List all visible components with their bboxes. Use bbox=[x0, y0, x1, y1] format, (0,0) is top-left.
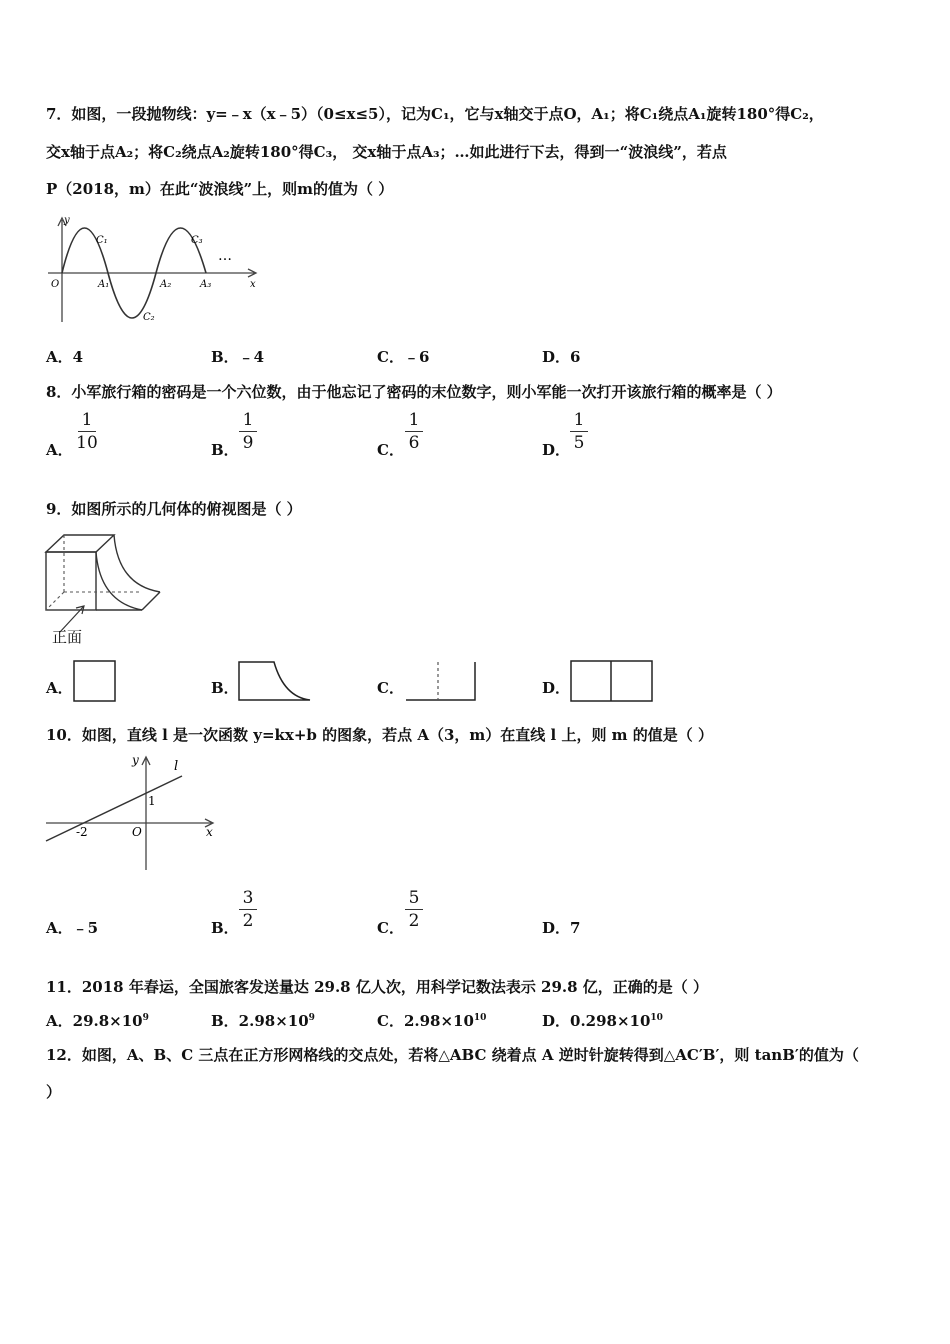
q7-y-label: y bbox=[64, 215, 70, 226]
q11-option-d-exp: 10 bbox=[650, 1013, 663, 1023]
q11-option-b-exp: 9 bbox=[308, 1013, 315, 1023]
q9-top-face bbox=[46, 535, 114, 552]
q10-line-figure bbox=[40, 752, 230, 874]
fraction-bar bbox=[405, 431, 423, 432]
q11-option-b-base: B．2.98×10 bbox=[211, 1012, 309, 1030]
option-a-square bbox=[74, 661, 115, 701]
q7-ellipsis: … bbox=[218, 248, 232, 264]
fraction-bar bbox=[78, 431, 96, 432]
fraction-bar bbox=[405, 909, 423, 910]
q7-line-2: 交x轴于点A₂；将C₂绕点A₂旋转180°得C₃， 交x轴于点A₃；…如此进行下去，得到一“波浪线”，若点 bbox=[46, 143, 727, 161]
q10-option-b-label: B． bbox=[211, 919, 239, 937]
q10-intercept-label: 1 bbox=[148, 794, 156, 808]
q12-line-1: 12．如图，A、B、C 三点在正方形网格线的交点处，若将△ABC 绕着点 A 逆时针旋转得到△AC′B′，则 tanB′的值为（ bbox=[46, 1046, 859, 1064]
q7-option-d: D．6 bbox=[542, 348, 581, 366]
option-b-curved-shape bbox=[239, 662, 310, 700]
q9-hidden-edge bbox=[46, 592, 64, 610]
q11-text: 11．2018 年春运，全国旅客发送量达 29.8 亿人次，用科学记数法表示 29.8 亿，正确的是（ ） bbox=[46, 978, 709, 996]
q8-option-d-fraction bbox=[564, 411, 594, 452]
q11-option-c-exp: 10 bbox=[473, 1013, 487, 1023]
q10-option-c-fraction bbox=[399, 889, 429, 930]
q8-option-a-den: 10 bbox=[76, 433, 98, 453]
q10-y-label: y bbox=[132, 753, 139, 767]
q7-a2-label: A₂ bbox=[160, 279, 172, 290]
option-c-edges bbox=[406, 662, 475, 700]
fraction-bar bbox=[239, 431, 257, 432]
q8-option-c-num: 1 bbox=[408, 410, 420, 430]
q11-option-c-base: C．2.98×10 bbox=[377, 1012, 474, 1030]
q8-option-c-fraction bbox=[399, 411, 429, 452]
q8-option-c-den: 6 bbox=[408, 433, 420, 453]
q11-option-d bbox=[542, 1010, 663, 1031]
q7-option-c: C．﹣6 bbox=[377, 348, 430, 366]
q8-option-c-label: C． bbox=[377, 441, 404, 459]
q11-option-a bbox=[46, 1010, 149, 1031]
q7-line-1: 7．如图，一段抛物线：y=﹣x（x﹣5）（0≤x≤5），记为C₁，它与x轴交于点O，A₁；将C₁绕点A₁旋转180°得C₂， bbox=[46, 105, 824, 123]
q8-text: 8．小军旅行箱的密码是一个六位数，由于他忘记了密码的末位数字，则小军能一次打开该旅行箱的概率是（ ） bbox=[46, 383, 782, 401]
q7-x-label: x bbox=[250, 279, 256, 290]
q7-a1-label: A₁ bbox=[98, 279, 110, 290]
q7-a3-label: A₃ bbox=[200, 279, 212, 290]
q7-c1-label: C₁ bbox=[96, 235, 108, 246]
q10-option-a: A．﹣5 bbox=[46, 919, 99, 937]
q10-origin-label: O bbox=[132, 825, 142, 839]
q9-base-edge bbox=[142, 592, 160, 610]
q8-option-a-fraction bbox=[72, 411, 102, 452]
q9-option-c: C． bbox=[377, 679, 404, 697]
q9-option-a: A． bbox=[46, 679, 73, 697]
q10-text: 10．如图，直线 l 是一次函数 y=kx+b 的图象，若点 A（3，m）在直线 l 上，则 m 的值是（ ） bbox=[46, 726, 713, 744]
q8-option-a-label: A． bbox=[46, 441, 73, 459]
q11-option-c bbox=[377, 1010, 486, 1031]
q10-option-d: D．7 bbox=[542, 919, 581, 937]
q9-option-a-figure bbox=[72, 659, 118, 703]
q8-option-b-num: 1 bbox=[242, 410, 254, 430]
q7-origin-label: O bbox=[51, 279, 60, 290]
q8-option-b-den: 9 bbox=[242, 433, 254, 453]
q9-front-face bbox=[46, 552, 96, 610]
q7-c3-label: C₃ bbox=[191, 235, 203, 246]
q9-option-b-figure bbox=[236, 659, 314, 703]
q8-option-d-num: 1 bbox=[573, 410, 585, 430]
q7-wave-figure bbox=[40, 210, 270, 330]
q8-option-a-num: 1 bbox=[81, 410, 93, 430]
q7-line-3: P（2018，m）在此“波浪线”上，则m的值为（ ） bbox=[46, 180, 394, 198]
q10-option-c-label: C． bbox=[377, 919, 404, 937]
q9-option-b: B． bbox=[211, 679, 239, 697]
q10-option-c-num: 5 bbox=[408, 888, 420, 908]
q10-l-label: l bbox=[174, 759, 179, 774]
q8-option-d-label: D． bbox=[542, 441, 571, 459]
q9-front-label: 正面 bbox=[52, 628, 83, 646]
q10-x-label: x bbox=[206, 825, 213, 839]
q9-back-curve bbox=[114, 535, 160, 592]
q11-option-a-base: A．29.8×10 bbox=[46, 1012, 143, 1030]
q9-option-d-figure bbox=[569, 659, 655, 703]
q10-root-label: -2 bbox=[76, 825, 88, 839]
fraction-bar bbox=[570, 431, 588, 432]
q8-option-b-label: B． bbox=[211, 441, 239, 459]
q8-option-d-den: 5 bbox=[573, 433, 585, 453]
q7-option-b: B．﹣4 bbox=[211, 348, 265, 366]
q12-line-2: ） bbox=[46, 1083, 62, 1101]
q11-option-a-exp: 9 bbox=[142, 1013, 149, 1023]
q7-c2-label: C₂ bbox=[143, 312, 155, 323]
q9-option-d: D． bbox=[542, 679, 571, 697]
q10-option-c-den: 2 bbox=[408, 911, 420, 931]
q10-option-b-fraction bbox=[233, 889, 263, 930]
q10-option-b-num: 3 bbox=[242, 888, 254, 908]
q10-option-b-den: 2 bbox=[242, 911, 254, 931]
q11-option-d-base: D．0.298×10 bbox=[542, 1012, 651, 1030]
q8-option-b-fraction bbox=[233, 411, 263, 452]
q7-option-a: A．4 bbox=[46, 348, 84, 366]
q9-option-c-figure bbox=[403, 659, 479, 703]
fraction-bar bbox=[239, 909, 257, 910]
q9-text: 9．如图所示的几何体的俯视图是（ ） bbox=[46, 500, 302, 518]
q10-line-l bbox=[46, 776, 182, 841]
q11-option-b bbox=[211, 1010, 315, 1031]
